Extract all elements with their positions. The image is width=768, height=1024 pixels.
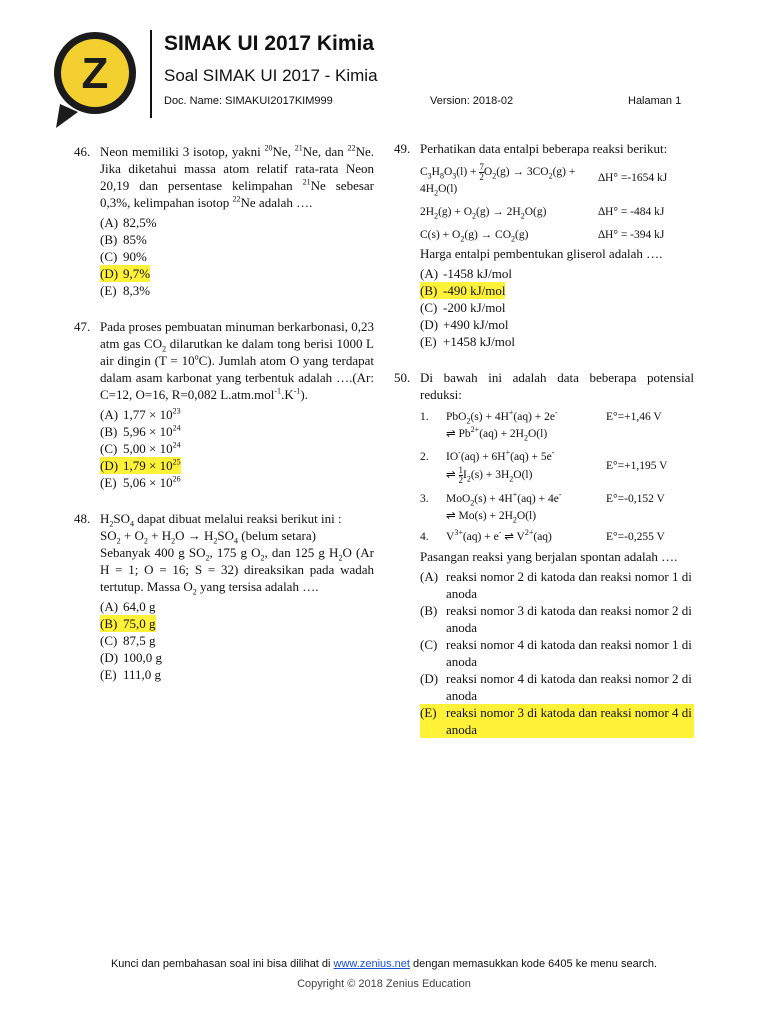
reaction-3: $C(s) + O_2(g) \to CO_2(g)$ ∆H° = -394 kJ (420, 229, 665, 244)
question-text: $H_2SO_4$ dapat dibuat melalui reaksi berikut ini : (100, 511, 342, 529)
question-50 (394, 369, 694, 738)
potential-3: 3. MoO$_2$(s) + 4H+(aq) + 4e- ⇌ $Mo(s) + 2H_2O(l)$ E°=-0,152 V (420, 490, 665, 525)
option-b-highlighted[interactable]: (B) 75,0 g (100, 616, 156, 631)
page-number: Halaman 1 (628, 95, 682, 107)
answer-options (420, 265, 694, 350)
option-e[interactable]: (E) $5,06 \times 10^{26}$ (100, 474, 181, 490)
option-c[interactable]: (C) $5,00 \times 10^{24}$ (100, 440, 181, 456)
potential-value: E°=-0,152 V (606, 493, 665, 505)
reaction-equation: $SO_2 + O_2 + H_2O \to H_2SO_4$ (belum setara) (100, 528, 316, 546)
option-a[interactable]: (A) reaksi nomor 2 di katoda dan reaksi nomor 1 di anoda (420, 569, 692, 601)
enthalpy-value: ∆H° = -394 kJ (598, 229, 665, 241)
potential-1: 1. PbO$_2$(s) + 4H+(aq) + 2e- ⇌ $Pb^{2+}(aq) + 2H_2O(l)$ E°=+1,46 V (420, 408, 662, 443)
doc-name: Doc. Name: SIMAKUI2017KIM999 (164, 95, 333, 107)
page-title: SIMAK UI 2017 Kimia (164, 32, 375, 55)
answer-options (100, 214, 374, 299)
option-a[interactable]: (A) -1458 kJ/mol (420, 266, 512, 281)
reaction-1: $C_3H_8O_3(l)$ + $\frac{7}{2}$ $O_2(g) \to 3CO_2(g) + 4H_2O(l)$ ∆H° =-1654 kJ (420, 162, 668, 198)
question-46 (74, 143, 374, 299)
enthalpy-value: ∆H° = -484 kJ (598, 206, 665, 218)
left-column (74, 143, 374, 683)
question-number: 46. (74, 144, 91, 159)
option-e[interactable]: (E) 111,0 g (100, 667, 162, 682)
option-d-highlighted[interactable]: (D) $1,79 \times 10^{25}$ (100, 457, 181, 473)
question-47 (74, 318, 374, 491)
option-d[interactable]: (D) +490 kJ/mol (420, 317, 509, 332)
question-prompt: Harga entalpi pembentukan gliserol adalah …. (420, 246, 663, 261)
zenius-link[interactable]: www.zenius.net (333, 958, 410, 970)
potential-value: E°=+1,195 V (606, 460, 668, 472)
enthalpy-reactions (420, 163, 694, 243)
question-text-continued: Sebanyak 400 g $SO_2$, 175 g $O_2$, dan 125 g $H_2O$ (Ar H = 1; O = 16; S = 32) direaksikan pada wadah tertutup. Massa $O_2$ yang tersisa adalah …. (100, 545, 375, 597)
logo-letter: Z (81, 49, 109, 98)
question-text: Perhatikan data entalpi beberapa reaksi berikut: (420, 141, 668, 156)
question-prompt: Pasangan reaksi yang berjalan spontan adalah …. (420, 549, 678, 564)
question-text: Pada proses pembuatan minuman berkarbonasi, 0,23 atm gas $CO_2$ dilarutkan ke dalam tong berisi 1000 L air dingin $(T = 10^oC)$. Jumlah atom O yang terdapat dalam asam karbonat yang terbentuk adalah ….(Ar: C=12, O=16, R=0,082 $L.atm.mol^{-1}.K^{-1}$). (100, 319, 375, 402)
potential-2: 2. IO-(aq) + 6H+(aq) + 5e- ⇌ $\frac{1}{2}$ $I_2(s) + 3H_2O(l)$ E°=+1,195 V (420, 448, 668, 485)
option-e[interactable]: (E) +1458 kJ/mol (420, 334, 515, 349)
option-a[interactable]: (A) $1,77 \times 10^{23}$ (100, 406, 181, 422)
question-48 (74, 510, 374, 683)
right-column (394, 140, 694, 738)
question-49 (394, 140, 694, 350)
question-number: 47. (74, 319, 91, 334)
question-number: 48. (74, 511, 91, 526)
answer-options (420, 568, 694, 738)
option-d[interactable]: (D) 100,0 g (100, 650, 162, 665)
fraction-1-2: $\frac{1}{2}$ (458, 465, 464, 485)
doc-version: Version: 2018-02 (430, 95, 514, 107)
option-a[interactable]: (A) 64,0 g (100, 599, 156, 614)
option-b[interactable]: (B) reaksi nomor 3 di katoda dan reaksi nomor 2 di anoda (420, 603, 692, 635)
option-c[interactable]: (C) -200 kJ/mol (420, 300, 506, 315)
option-b[interactable]: (B) $5,96 \times 10^{24}$ (100, 423, 181, 439)
answer-options (100, 598, 374, 683)
reduction-potentials (420, 409, 694, 546)
copyright: Copyright © 2018 Zenius Education (297, 978, 471, 990)
reaction-2: $2H_2(g) + O_2(g) \to 2H_2O(g)$ ∆H° = -484 kJ (420, 206, 665, 221)
fraction-7-2: $\frac{7}{2}$ (479, 162, 484, 182)
potential-value: E°=+1,46 V (606, 411, 662, 423)
zenius-logo (52, 30, 138, 130)
question-number: 49. (394, 141, 411, 156)
option-b[interactable]: (B) 85% (100, 232, 147, 247)
question-text: Di bawah ini adalah data beberapa potensial reduksi: (420, 370, 694, 402)
question-number: 50. (394, 370, 411, 385)
option-c[interactable]: (C) 87,5 g (100, 633, 156, 648)
page-subtitle: Soal SIMAK UI 2017 - Kimia (164, 66, 378, 85)
option-c[interactable]: (C) 90% (100, 249, 147, 264)
potential-4: 4. $V^{3+}(aq) + e^-$ ⇌ $V^{2+}(aq)$ E°=-0,255 V (420, 529, 694, 546)
option-e[interactable]: (E) 8,3% (100, 283, 151, 298)
potential-value: E°=-0,255 V (606, 531, 665, 543)
question-text: Neon memiliki 3 isotop, yakni $^{20}$Ne, $^{21}$Ne, dan $^{22}$Ne. Jika diketahui massa atom relatif rata-rata Neon 20,19 dan persentase kelimpahan $^{21}$Ne sebesar 0,3%, kelimpahan isotop $^{22}$Ne adalah …. (100, 143, 374, 210)
option-c[interactable]: (C) reaksi nomor 4 di katoda dan reaksi nomor 1 di anoda (420, 637, 692, 669)
option-e-highlighted[interactable]: (E) reaksi nomor 3 di katoda dan reaksi nomor 4 di anoda (420, 704, 694, 738)
option-b-highlighted[interactable]: (B) -490 kJ/mol (420, 283, 506, 298)
option-a[interactable]: (A) 82,5% (100, 215, 157, 230)
option-d-highlighted[interactable]: (D) 9,7% (100, 266, 151, 281)
enthalpy-value: ∆H° =-1654 kJ (598, 172, 668, 184)
footer-note: Kunci dan pembahasan soal ini bisa dilihat di www.zenius.net dengan memasukkan kode 6405 ke menu search. (110, 958, 658, 970)
option-d[interactable]: (D) reaksi nomor 4 di katoda dan reaksi nomor 2 di anoda (420, 671, 692, 703)
answer-options (100, 406, 374, 491)
header-divider (150, 30, 152, 118)
